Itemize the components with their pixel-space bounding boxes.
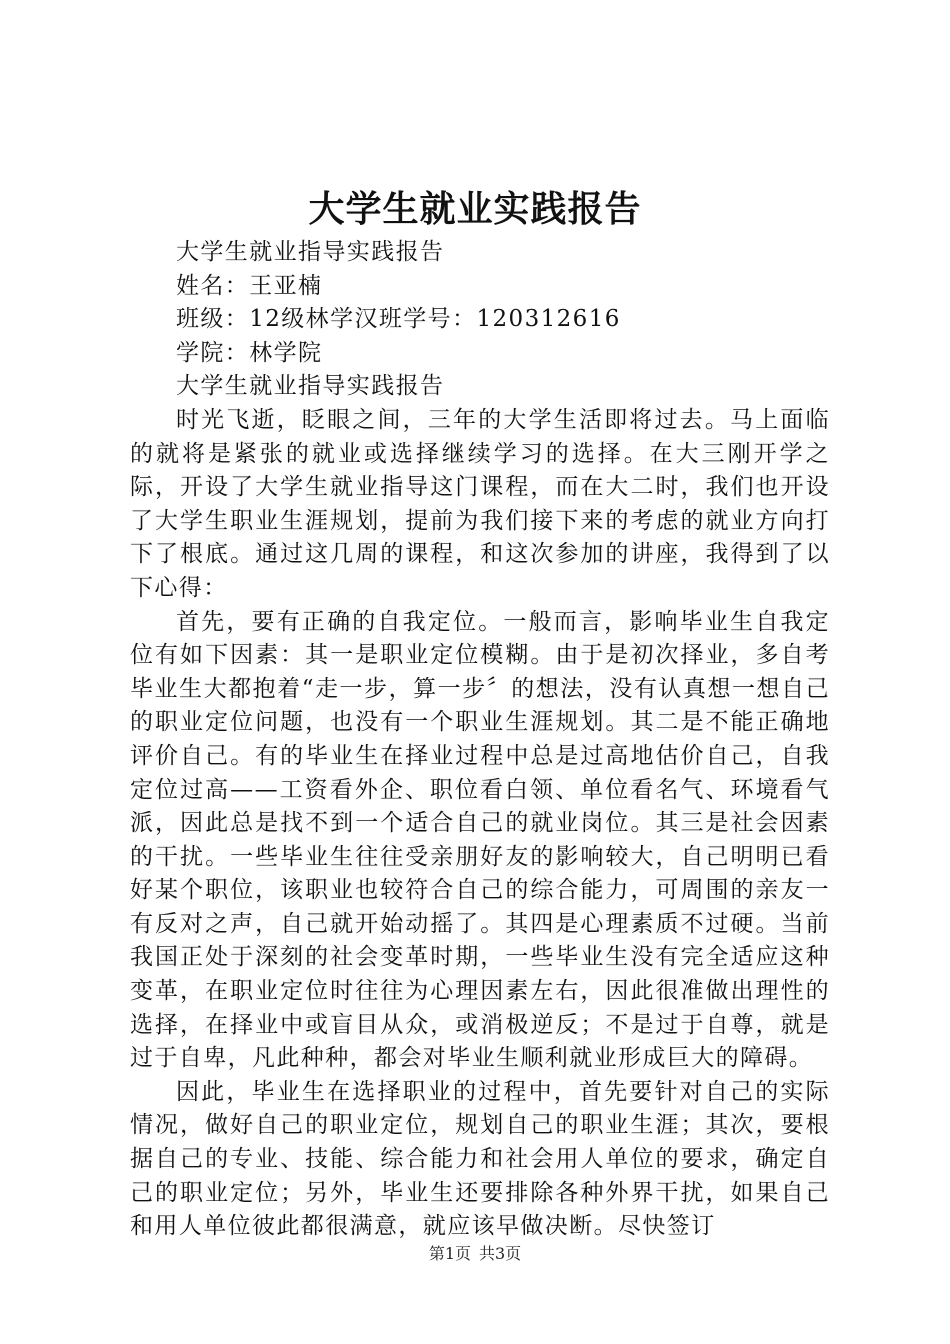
- page-title: 大学生就业实践报告: [308, 188, 642, 230]
- paragraph-intro: 时光飞逝，眨眼之间，三年的大学生活即将过去。马上面临的就将是紧张的就业或选择继续学习的选择。在大三刚开学之际，开设了大学生就业指导这门课程，而在大二时，我们也开设了大学生职业生涯规划，提前为我们接下来的考虑的就业方向打下了根底。通过这几周的课程，和这次参加的讲座，我得到了以下心得：: [130, 406, 830, 601]
- page-footer: [0, 1244, 950, 1264]
- page-number: 第1页: [428, 1244, 471, 1263]
- paragraph-class: 班级：12级林学汉班学号：120312616: [176, 306, 621, 333]
- paragraph-name: 姓名：王亚楠: [176, 272, 323, 299]
- page-total: 共3页: [479, 1244, 522, 1263]
- paragraph-college: 学院：林学院: [176, 339, 323, 366]
- paragraph-self-positioning: 首先，要有正确的自我定位。一般而言，影响毕业生自我定位有如下因素：其一是职业定位模糊。由于是初次择业，多自考毕业生大都抱着“走一步，算一步〞的想法，没有认真想一想自己的职业定位问题，也没有一个职业生涯规划。其二是不能正确地评价自己。有的毕业生在择业过程中总是过高地估价自己，自我定位过高——工资看外企、职位看白领、单位看名气、环境看气派，因此总是找不到一个适合自己的就业岗位。其三是社会因素的干扰。一些毕业生往往受亲朋好友的影响较大，自己明明已看好某个职位，该职业也较符合自己的综合能力，可周围的亲友一有反对之声，自己就开始动摇了。其四是心理素质不过硬。当前我国正处于深刻的社会变革时期，一些毕业生没有完全适应这种变革，在职业定位时往往为心理因素左右，因此很准做出理性的选择，在择业中或盲目从众，或消极逆反；不是过于自尊，就是过于自卑，凡此种种，都会对毕业生顺利就业形成巨大的障碍。: [130, 608, 830, 1072]
- paragraph-subtitle: 大学生就业指导实践报告: [176, 239, 445, 265]
- document-body: [130, 236, 830, 1244]
- paragraph-conclusion: 因此，毕业生在选择职业的过程中，首先要针对自己的实际情况，做好自己的职业定位，规划自己的职业生涯；其次，要根据自己的专业、技能、综合能力和社会用人单位的要求，确定自己的职业定位；另外，毕业生还要排除各种外界干扰，如果自己和用人单位彼此都很满意，就应该早做决断。尽快签订: [130, 1078, 830, 1240]
- paragraph-subtitle-repeat: 大学生就业指导实践报告: [176, 373, 445, 400]
